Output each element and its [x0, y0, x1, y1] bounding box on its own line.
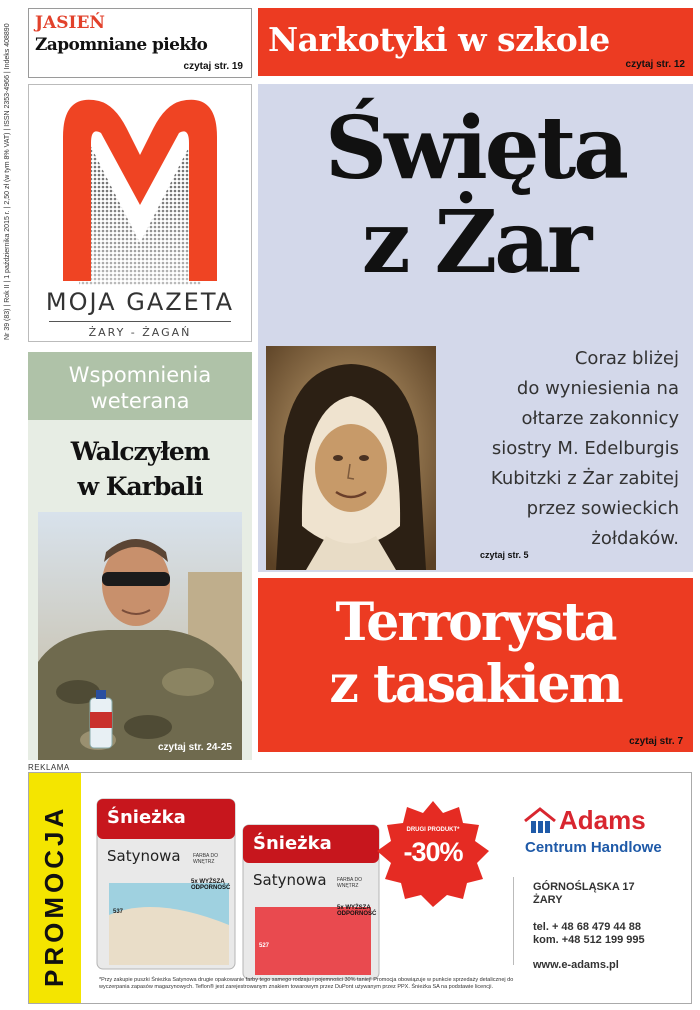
can1-code: 537: [113, 909, 124, 915]
can1-sub: FARBA DO WNĘTRZ: [193, 853, 219, 865]
veteran-headline[interactable]: [28, 434, 252, 504]
main-lead-text: [429, 344, 679, 554]
veteran-headline-line: Walczyłem: [70, 437, 210, 466]
store-name: Adams: [559, 805, 646, 835]
paint-can-red: [241, 821, 381, 981]
veteran-kicker-line: Wspomnienia: [68, 363, 212, 387]
adams-house-icon: [523, 807, 557, 835]
can2-badge: 5x WYŻSZA ODPORNOŚĆ: [337, 905, 377, 917]
veteran-page-ref: czytaj str. 24-25: [158, 742, 232, 753]
paint-can-blue: [95, 795, 237, 971]
veteran-kicker: [28, 362, 252, 414]
terror-page-ref: czytaj str. 7: [629, 736, 683, 747]
masthead-logo: [28, 84, 252, 342]
terror-headline[interactable]: [258, 592, 693, 716]
teaser-title[interactable]: Zapomniane piekło: [35, 35, 208, 55]
drugs-title[interactable]: Narkotyki w szkole: [268, 20, 610, 59]
masthead-name: MOJA GAZETA: [45, 288, 235, 316]
can2-name: Satynowa: [253, 871, 327, 889]
drugs-page-ref: czytaj str. 12: [625, 59, 685, 70]
teaser-box[interactable]: [28, 8, 252, 78]
discount-kicker: DRUGI PRODUKT*: [406, 827, 460, 833]
main-story[interactable]: [258, 84, 693, 572]
terror-headline-line: z tasakiem: [329, 654, 622, 715]
advertisement[interactable]: [28, 772, 692, 1004]
main-page-ref: czytaj str. 5: [480, 550, 529, 560]
main-headline[interactable]: [258, 98, 693, 293]
ad-disclaimer: *Przy zakupie puszki Śnieżka Satynowa drugie opakowanie farby tego samego rodzaju i pojemności 30% taniej! Promocja obowiązuje w punkcie sprzedaży detalicznej do wyczerpania zapasów magazynowych. Teflon® jest zarejestrowanym znakiem towarowym przez DuPont używanym przez PPX. Śnieżka SA na podstawie licencji.: [99, 977, 514, 990]
can1-brand: Śnieżka: [107, 807, 186, 828]
main-headline-line2: z Żar: [361, 192, 590, 293]
lead-line: przez sowieckich: [526, 498, 679, 519]
store-website[interactable]: www.e-adams.pl: [533, 959, 619, 971]
terror-story[interactable]: [258, 578, 693, 752]
store-phone: tel. + 48 68 479 44 88: [533, 921, 641, 933]
soldier-photo: [38, 512, 242, 760]
can1-name: Satynowa: [107, 847, 181, 865]
can2-brand: Śnieżka: [253, 833, 332, 854]
store-mobile: kom. +48 512 199 995: [533, 934, 645, 946]
nun-portrait-photo: [266, 346, 436, 570]
info-divider: [513, 877, 514, 965]
can2-sub: FARBA DO WNĘTRZ: [337, 877, 363, 889]
issue-info: Nr 39 (83) | Rok II | 1 października 2015 r. | 2,50 zł (w tym 8% VAT) | ISSN 2353-4966 | Indeks 408890: [4, 23, 11, 340]
ad-label: REKLAMA: [28, 763, 70, 772]
promo-text: PROMOCJA: [39, 804, 69, 987]
teaser-page-ref: czytaj str. 19: [183, 61, 243, 72]
lead-line: żołdaków.: [591, 528, 679, 549]
lead-line: Coraz bliżej: [574, 348, 679, 369]
lead-line: do wyniesienia na: [516, 378, 679, 399]
main-headline-line1: Święta: [325, 98, 626, 199]
veteran-headline-line: w Karbali: [77, 472, 203, 501]
masthead-divider: [49, 321, 231, 322]
lead-line: Kubitzki z Żar zabitej: [490, 468, 679, 489]
drugs-banner[interactable]: [258, 8, 693, 76]
can2-code: 527: [259, 943, 270, 949]
can1-badge: 5x WYŻSZA ODPORNOŚĆ: [191, 879, 231, 891]
discount-value: -30%: [403, 837, 463, 867]
store-address-city: ŻARY: [533, 894, 563, 906]
lead-line: ołtarze zakonnicy: [521, 408, 679, 429]
veteran-kicker-line: weterana: [90, 389, 190, 413]
teaser-kicker: JASIEŃ: [35, 13, 105, 33]
store-subtitle: Centrum Handlowe: [525, 839, 662, 856]
store-address-street: GÓRNOŚLĄSKA 17: [533, 881, 635, 893]
lead-line: siostry M. Edelburgis: [491, 438, 679, 459]
terror-headline-line: Terrorysta: [335, 592, 616, 653]
veteran-story[interactable]: [28, 352, 252, 760]
masthead-city: ŻARY - ŻAGAŃ: [88, 326, 192, 339]
m-logo-icon: [49, 93, 231, 285]
